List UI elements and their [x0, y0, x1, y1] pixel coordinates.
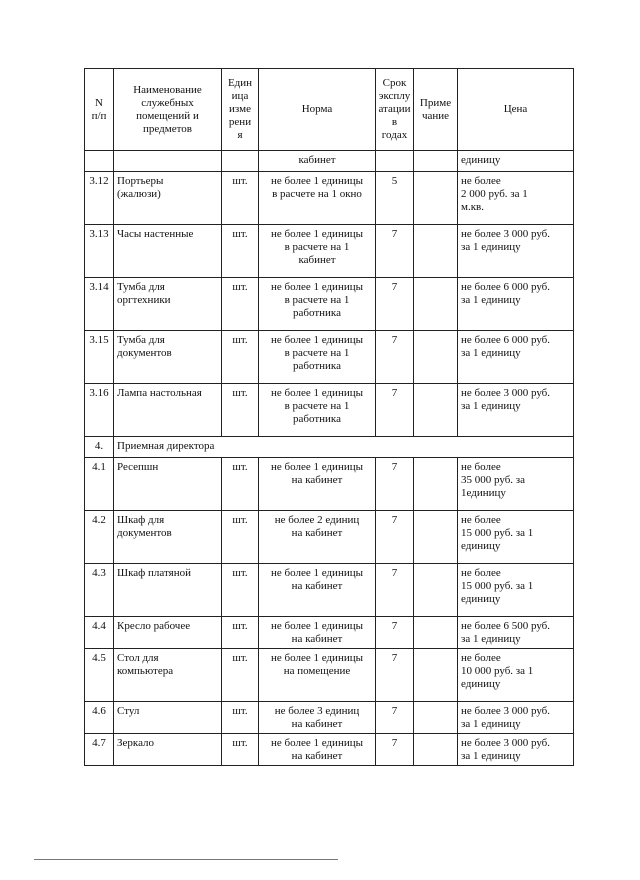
cell-unit: шт. [222, 278, 259, 331]
cell-price: не более 3 000 руб. за 1 единицу [458, 702, 574, 734]
cell-note [414, 649, 458, 702]
table-row [85, 458, 574, 511]
cell-term: 7 [376, 734, 414, 766]
table-row [85, 278, 574, 331]
cell-unit: шт. [222, 331, 259, 384]
cell-norm: не более 1 единицы на кабинет [259, 564, 376, 617]
cell-price: не более 6 500 руб. за 1 единицу [458, 617, 574, 649]
cell-num: 4.2 [85, 511, 114, 564]
header-num: N п/п [85, 69, 114, 151]
cell-term: 7 [376, 649, 414, 702]
cell-unit: шт. [222, 564, 259, 617]
cell-norm: не более 2 единиц на кабинет [259, 511, 376, 564]
cont-note [414, 151, 458, 172]
cell-term: 7 [376, 225, 414, 278]
cell-term: 7 [376, 278, 414, 331]
cont-unit [222, 151, 259, 172]
header-note: Приме чание [414, 69, 458, 151]
cell-num: 4.4 [85, 617, 114, 649]
table-row [85, 225, 574, 278]
table-row [85, 172, 574, 225]
header-row [85, 69, 574, 151]
cell-num: 3.15 [85, 331, 114, 384]
cell-price: не более 3 000 руб. за 1 единицу [458, 225, 574, 278]
header-name: Наименование служебных помещений и предметов [114, 69, 222, 151]
cell-norm: не более 1 единицы в расчете на 1 окно [259, 172, 376, 225]
cell-norm: не более 3 единиц на кабинет [259, 702, 376, 734]
cell-term: 7 [376, 331, 414, 384]
cell-name: Шкаф платяной [114, 564, 222, 617]
section-number: 4. [85, 437, 114, 458]
cell-norm: не более 1 единицы на кабинет [259, 734, 376, 766]
cell-price: не более 6 000 руб. за 1 единицу [458, 278, 574, 331]
table-row [85, 702, 574, 734]
header-term: Срок эксплу атации в годах [376, 69, 414, 151]
table-row [85, 511, 574, 564]
header-norm: Норма [259, 69, 376, 151]
cell-num: 4.6 [85, 702, 114, 734]
cell-note [414, 702, 458, 734]
cell-unit: шт. [222, 702, 259, 734]
cont-norm: кабинет [259, 151, 376, 172]
norms-table [84, 68, 574, 766]
cell-norm: не более 1 единицы на помещение [259, 649, 376, 702]
cell-price: не более 3 000 руб. за 1 единицу [458, 734, 574, 766]
cell-name: Ресепшн [114, 458, 222, 511]
section-row [85, 437, 574, 458]
section-title: Приемная директора [114, 437, 574, 458]
cell-unit: шт. [222, 511, 259, 564]
cell-term: 7 [376, 511, 414, 564]
cell-name: Шкаф для документов [114, 511, 222, 564]
header-unit: Един ица изме рени я [222, 69, 259, 151]
cell-norm: не более 1 единицы на кабинет [259, 458, 376, 511]
table-row [85, 384, 574, 437]
cell-note [414, 458, 458, 511]
cell-price: не более 15 000 руб. за 1 единицу [458, 564, 574, 617]
continuation-row [85, 151, 574, 172]
cell-num: 4.5 [85, 649, 114, 702]
cell-norm: не более 1 единицы в расчете на 1 работника [259, 278, 376, 331]
cell-name: Кресло рабочее [114, 617, 222, 649]
cell-num: 3.12 [85, 172, 114, 225]
cell-term: 7 [376, 458, 414, 511]
cell-price: не более 2 000 руб. за 1 м.кв. [458, 172, 574, 225]
cell-price: не более 10 000 руб. за 1 единицу [458, 649, 574, 702]
cell-term: 7 [376, 702, 414, 734]
cell-note [414, 278, 458, 331]
cell-note [414, 564, 458, 617]
cell-name: Портьеры (жалюзи) [114, 172, 222, 225]
table-row [85, 649, 574, 702]
cell-unit: шт. [222, 384, 259, 437]
cont-num [85, 151, 114, 172]
cell-price: не более 35 000 руб. за 1единицу [458, 458, 574, 511]
cell-num: 4.3 [85, 564, 114, 617]
footer-rule [34, 859, 338, 860]
cell-term: 7 [376, 564, 414, 617]
table-row [85, 734, 574, 766]
cell-norm: не более 1 единицы в расчете на 1 работника [259, 384, 376, 437]
cell-name: Лампа настольная [114, 384, 222, 437]
cell-num: 4.1 [85, 458, 114, 511]
cell-num: 4.7 [85, 734, 114, 766]
cell-num: 3.13 [85, 225, 114, 278]
cell-num: 3.16 [85, 384, 114, 437]
cell-note [414, 734, 458, 766]
cell-name: Стол для компьютера [114, 649, 222, 702]
cell-unit: шт. [222, 172, 259, 225]
cell-note [414, 617, 458, 649]
cell-unit: шт. [222, 617, 259, 649]
cell-note [414, 172, 458, 225]
table-row [85, 617, 574, 649]
cell-name: Стул [114, 702, 222, 734]
cell-note [414, 225, 458, 278]
cell-note [414, 511, 458, 564]
cell-price: не более 15 000 руб. за 1 единицу [458, 511, 574, 564]
cell-term: 5 [376, 172, 414, 225]
cell-term: 7 [376, 384, 414, 437]
cell-num: 3.14 [85, 278, 114, 331]
cell-name: Тумба для документов [114, 331, 222, 384]
cell-price: не более 6 000 руб. за 1 единицу [458, 331, 574, 384]
cell-unit: шт. [222, 225, 259, 278]
cell-price: не более 3 000 руб. за 1 единицу [458, 384, 574, 437]
table-row [85, 331, 574, 384]
cell-norm: не более 1 единицы на кабинет [259, 617, 376, 649]
cont-price: единицу [458, 151, 574, 172]
cell-unit: шт. [222, 734, 259, 766]
cont-term [376, 151, 414, 172]
table-row [85, 564, 574, 617]
cell-name: Часы настенные [114, 225, 222, 278]
cell-note [414, 384, 458, 437]
cont-name [114, 151, 222, 172]
cell-term: 7 [376, 617, 414, 649]
cell-unit: шт. [222, 649, 259, 702]
cell-note [414, 331, 458, 384]
cell-name: Зеркало [114, 734, 222, 766]
cell-norm: не более 1 единицы в расчете на 1 работника [259, 331, 376, 384]
cell-norm: не более 1 единицы в расчете на 1 кабинет [259, 225, 376, 278]
cell-name: Тумба для оргтехники [114, 278, 222, 331]
cell-unit: шт. [222, 458, 259, 511]
header-price: Цена [458, 69, 574, 151]
